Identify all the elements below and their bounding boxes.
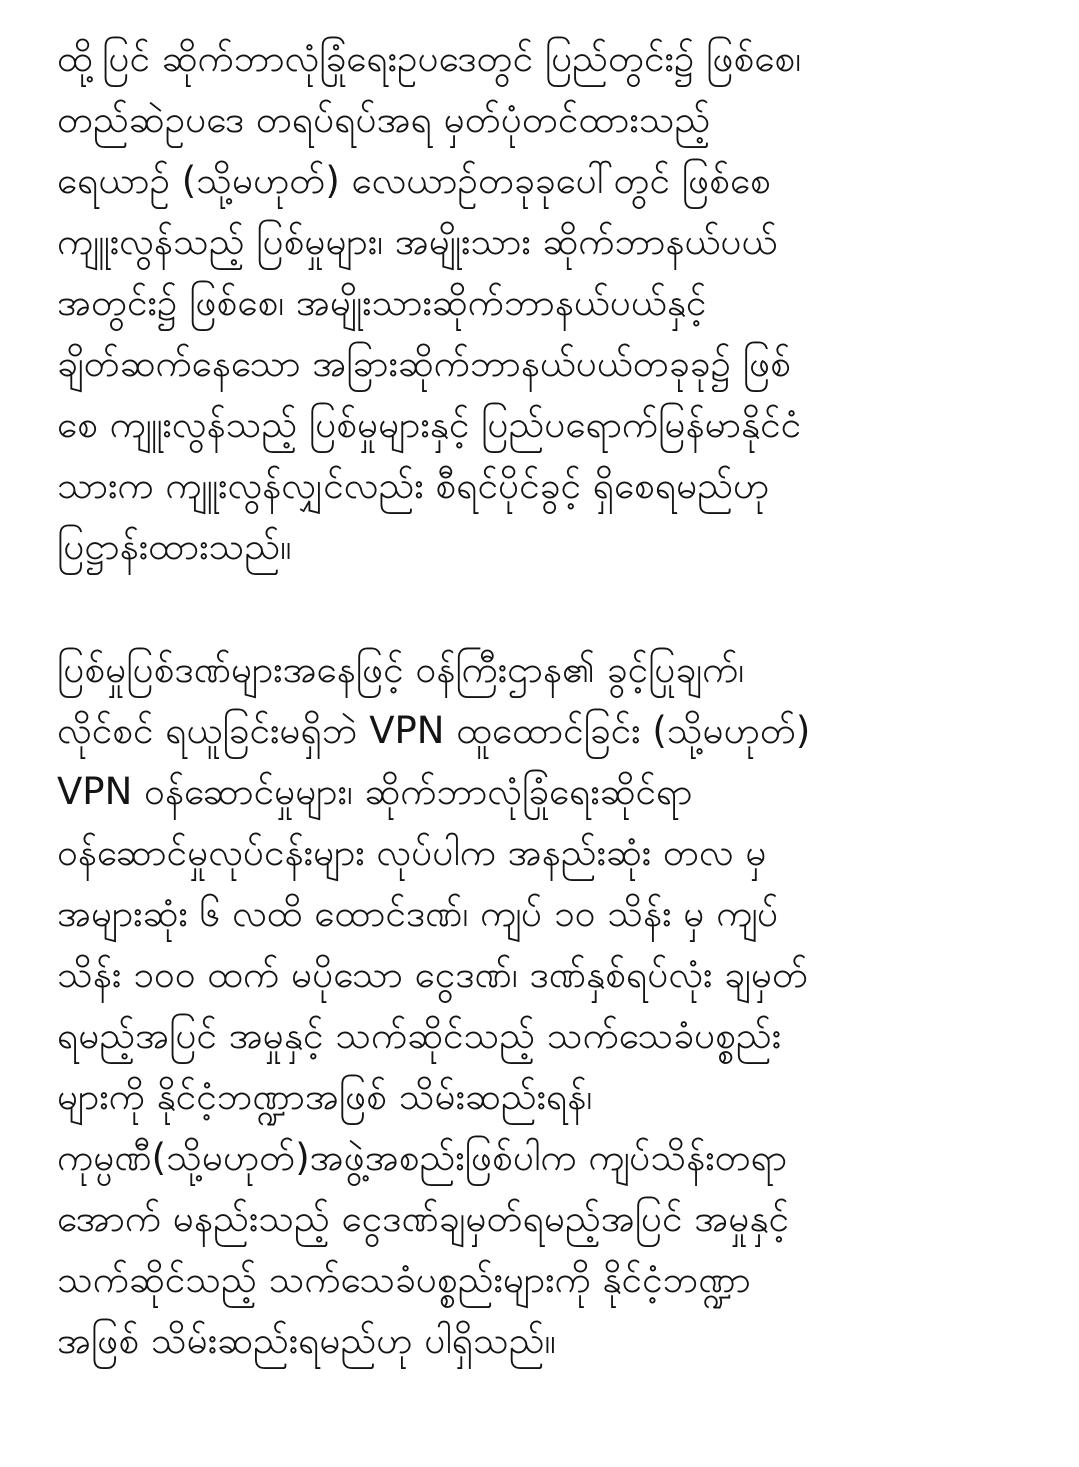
text-line: စေ ကျူးလွန်သည့် ပြစ်မှုများနှင့် ပြည်ပရောက်မြန်မာနိုင်ငံ [57, 403, 802, 446]
text-line: ဝန်ဆောင်မှုလုပ်ငန်းများ လုပ်ပါက အနည်းဆုံး တလ မှ [57, 831, 767, 874]
paragraph-spacer [57, 577, 1039, 639]
text-line: လိုင်စင် ရယူခြင်းမရှိဘဲ VPN ထူထောင်ခြင်း (သို့မဟုတ်) [57, 709, 811, 752]
paragraph-jurisdiction [57, 28, 1039, 577]
text-line: သက်ဆိုင်သည့် သက်သေခံပစ္စည်းများကို နိုင်ငံ့ဘဏ္ဍာ [57, 1258, 751, 1301]
text-line: ရမည့်အပြင် အမှုနှင့် သက်ဆိုင်သည့် သက်သေခံပစ္စည်း [57, 1014, 782, 1057]
text-line: အောက် မနည်းသည့် ငွေဒဏ်ချမှတ်ရမည့်အပြင် အမှုနှင့် [57, 1197, 790, 1240]
text-line: ချိတ်ဆက်နေသော အခြားဆိုက်ဘာနယ်ပယ်တခုခု၌ ဖြစ် [57, 342, 791, 385]
text-line: တည်ဆဲဥပဒေ တရပ်ရပ်အရ မှတ်ပုံတင်ထားသည့် [57, 98, 711, 141]
text-line: သားက ကျူးလွန်လျှင်လည်း စီရင်ပိုင်ခွင့် ရှိစေရမည်ဟု [57, 464, 770, 507]
text-line: အတွင်း၌ ဖြစ်စေ၊ အမျိုးသားဆိုက်ဘာနယ်ပယ်နှင့် [57, 281, 707, 324]
text-line: အများဆုံး ၆ လထိ ထောင်ဒဏ်၊ ကျပ် ၁၀ သိန်း မှ ကျပ် [57, 892, 779, 935]
text-line: သိန်း ၁၀၀ ထက် မပိုသော ငွေဒဏ်၊ ဒဏ်နှစ်ရပ်လုံး ချမှတ် [57, 953, 808, 996]
text-line: ရေယာဉ် (သို့မဟုတ်) လေယာဉ်တခုခုပေါ်တွင် ဖြစ်စေ [57, 159, 771, 202]
paragraph-penalties [57, 639, 1039, 1371]
text-line: ထို့ပြင် ဆိုက်ဘာလုံခြုံရေးဥပဒေတွင် ပြည်တွင်း၌ ဖြစ်စေ၊ [57, 37, 802, 80]
text-line: VPN ဝန်ဆောင်မှုများ၊ ဆိုက်ဘာလုံခြုံရေးဆိုင်ရာ [57, 770, 693, 813]
text-line: များကို နိုင်ငံ့ဘဏ္ဍာအဖြစ် သိမ်းဆည်းရန်၊ [57, 1075, 593, 1118]
text-line: ကုမ္ပဏီ(သို့မဟုတ်)အဖွဲ့အစည်းဖြစ်ပါက ကျပ်သိန်းတရာ [57, 1136, 788, 1179]
text-line: အဖြစ် သိမ်းဆည်းရမည်ဟု ပါရှိသည်။ [57, 1319, 556, 1362]
text-line: ပြစ်မှုပြစ်ဒဏ်များအနေဖြင့် ဝန်ကြီးဌာန၏ ခွင့်ပြုချက်၊ [57, 648, 745, 691]
text-line: ကျူးလွန်သည့် ပြစ်မှုများ၊ အမျိုးသား ဆိုက်ဘာနယ်ပယ် [57, 220, 778, 263]
text-line: ပြဋ္ဌာန်းထားသည်။ [57, 525, 292, 568]
